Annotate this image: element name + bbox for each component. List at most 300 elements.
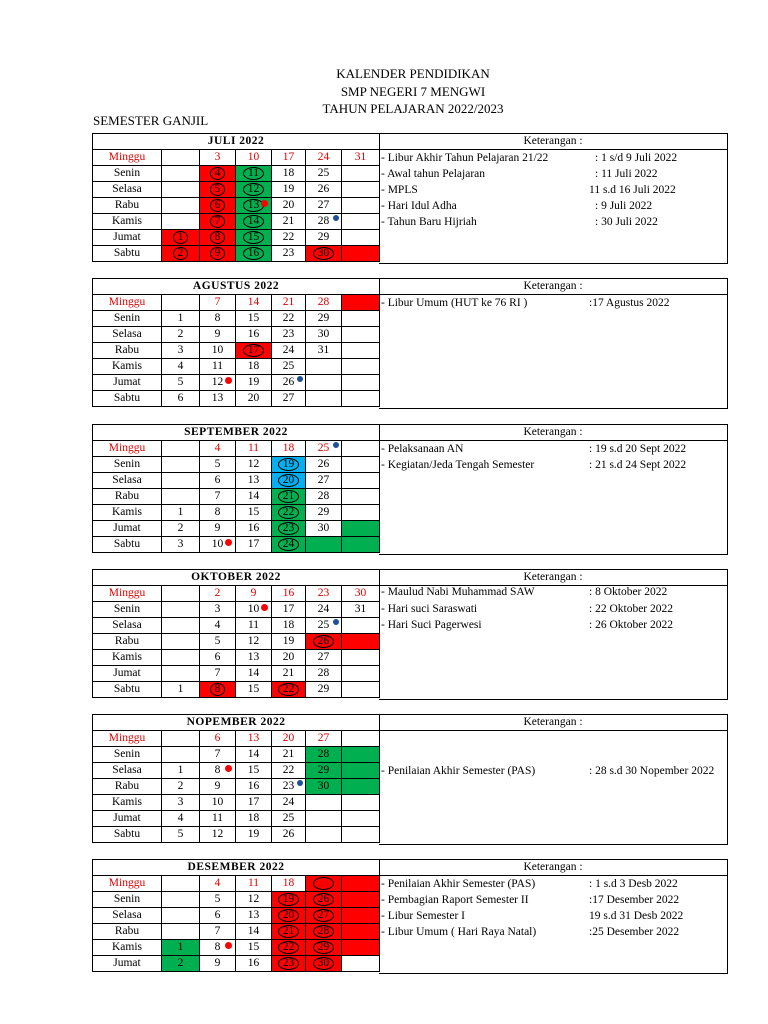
- month-title: JULI 2022: [93, 134, 380, 150]
- date-cell: [200, 618, 236, 634]
- date-cell: [162, 150, 200, 166]
- date-cell: [342, 198, 380, 214]
- date-number: 30: [317, 780, 330, 792]
- date-cell: [236, 537, 272, 553]
- note-date: 11 s.d 16 Juli 2022: [589, 184, 676, 196]
- date-cell: [200, 779, 236, 795]
- date-cell: [342, 343, 380, 359]
- date-number: 28: [317, 296, 330, 308]
- date-cell: [272, 602, 306, 618]
- date-number: 24: [282, 796, 295, 808]
- date-cell: [236, 214, 272, 230]
- date-cell: [236, 763, 272, 779]
- week-row: [93, 521, 380, 537]
- date-cell: [306, 182, 342, 198]
- day-name-rabu: Rabu: [93, 634, 162, 650]
- date-cell: [306, 779, 342, 795]
- date-cell: [162, 473, 200, 489]
- date-cell: [236, 505, 272, 521]
- date-number: 2: [177, 328, 184, 340]
- date-number: 29: [317, 506, 330, 518]
- date-number: 27: [313, 909, 335, 922]
- date-number: 27: [282, 392, 295, 404]
- date-cell: [236, 327, 272, 343]
- date-cell: [162, 537, 200, 553]
- date-number: 8: [214, 764, 221, 776]
- date-cell: [342, 230, 380, 246]
- date-cell: [306, 246, 342, 262]
- note-date: : 1 s.d 3 Desb 2022: [589, 878, 678, 890]
- day-name-kamis: Kamis: [93, 359, 162, 375]
- note-text: - Penilaian Akhir Semester (PAS): [381, 878, 536, 890]
- date-number: 16: [247, 957, 260, 969]
- week-row: [93, 811, 380, 827]
- date-cell: [342, 940, 380, 956]
- date-cell: [272, 537, 306, 553]
- date-number: 20: [282, 199, 295, 211]
- date-cell: [342, 537, 380, 553]
- week-row: [93, 537, 380, 553]
- date-cell: [272, 876, 306, 892]
- day-name-selasa: Selasa: [93, 473, 162, 489]
- date-cell: [200, 182, 236, 198]
- note-text: - Kegiatan/Jeda Tengah Semester: [381, 459, 535, 471]
- date-cell: [236, 343, 272, 359]
- date-cell: [162, 908, 200, 924]
- date-number: 19: [247, 828, 260, 840]
- notes-header: Keterangan :: [379, 425, 727, 441]
- date-cell: [162, 214, 200, 230]
- date-cell: [236, 457, 272, 473]
- month-title: NOPEMBER 2022: [93, 715, 380, 731]
- date-number: 15: [247, 506, 260, 518]
- date-cell: [272, 747, 306, 763]
- date-cell: [236, 586, 272, 602]
- date-cell: [342, 779, 380, 795]
- date-cell: [306, 795, 342, 811]
- date-cell: [236, 908, 272, 924]
- week-row: [93, 311, 380, 327]
- date-number: 24: [282, 344, 295, 356]
- date-number: 26: [313, 635, 335, 648]
- date-number: 14: [247, 490, 260, 502]
- date-cell: [306, 827, 342, 843]
- date-number: 13: [247, 474, 260, 486]
- date-cell: [200, 586, 236, 602]
- date-number: 10: [211, 344, 224, 356]
- date-cell: [200, 650, 236, 666]
- notes-panel: [379, 278, 728, 409]
- day-name-rabu: Rabu: [93, 779, 162, 795]
- date-cell: [162, 876, 200, 892]
- date-cell: [342, 311, 380, 327]
- week-row: [93, 682, 380, 698]
- date-cell: [342, 586, 380, 602]
- month-calendar-table: [92, 133, 380, 262]
- day-name-senin: Senin: [93, 892, 162, 908]
- date-number: 16: [247, 522, 260, 534]
- date-number: 25: [313, 877, 335, 890]
- date-cell: [200, 747, 236, 763]
- note-text: - Penilaian Akhir Semester (PAS): [381, 765, 536, 777]
- date-cell: [162, 182, 200, 198]
- day-name-senin: Senin: [93, 747, 162, 763]
- date-cell: [342, 682, 380, 698]
- date-cell: [342, 246, 380, 262]
- day-name-minggu: Minggu: [93, 295, 162, 311]
- week-row: [93, 457, 380, 473]
- date-cell: [236, 811, 272, 827]
- date-cell: [306, 359, 342, 375]
- date-cell: [306, 375, 342, 391]
- date-cell: [306, 940, 342, 956]
- date-cell: [342, 618, 380, 634]
- date-cell: [306, 682, 342, 698]
- date-cell: [306, 150, 342, 166]
- week-row: [93, 650, 380, 666]
- date-cell: [272, 795, 306, 811]
- week-row: [93, 295, 380, 311]
- date-number: 5: [214, 635, 221, 647]
- date-cell: [306, 602, 342, 618]
- date-number: 13: [247, 732, 260, 744]
- date-number: 11: [211, 360, 224, 372]
- date-cell: [200, 537, 236, 553]
- date-cell: [236, 779, 272, 795]
- date-cell: [342, 731, 380, 747]
- date-cell: [272, 327, 306, 343]
- date-number: 20: [282, 732, 295, 744]
- date-number: 8: [210, 231, 226, 244]
- date-cell: [200, 505, 236, 521]
- date-number: 12: [243, 183, 265, 196]
- week-row: [93, 150, 380, 166]
- note-text: - Awal tahun Pelajaran: [381, 168, 486, 180]
- date-cell: [236, 295, 272, 311]
- date-cell: [306, 521, 342, 537]
- note-text: - Libur Umum ( Hari Raya Natal): [381, 926, 537, 938]
- semester-label: SEMESTER GANJIL: [93, 113, 209, 128]
- date-cell: [200, 940, 236, 956]
- doc-title-line2: SMP NEGERI 7 MENGWI: [340, 84, 486, 99]
- date-cell: [272, 311, 306, 327]
- date-cell: [200, 230, 236, 246]
- date-number: 7: [214, 490, 221, 502]
- date-number: 23: [278, 522, 300, 535]
- date-number: 6: [214, 732, 221, 744]
- date-number: 16: [243, 247, 265, 260]
- date-cell: [272, 940, 306, 956]
- date-cell: [200, 343, 236, 359]
- month-title: OKTOBER 2022: [93, 570, 380, 586]
- date-number: 21: [282, 296, 295, 308]
- date-number: 19: [282, 635, 295, 647]
- note-date: :17 Agustus 2022: [589, 297, 670, 309]
- date-number: 7: [214, 748, 221, 760]
- day-name-selasa: Selasa: [93, 327, 162, 343]
- date-cell: [342, 763, 380, 779]
- date-cell: [306, 473, 342, 489]
- date-number: 30: [313, 957, 335, 970]
- date-cell: [342, 391, 380, 407]
- date-cell: [306, 343, 342, 359]
- date-cell: [162, 343, 200, 359]
- notes-panel: [379, 859, 728, 974]
- date-number: 19: [247, 376, 260, 388]
- date-cell: [162, 634, 200, 650]
- day-name-minggu: Minggu: [93, 876, 162, 892]
- date-number: 4: [214, 442, 221, 454]
- date-number: 7: [214, 667, 221, 679]
- note-text: - Libur Akhir Tahun Pelajaran 21/22: [381, 152, 549, 164]
- date-cell: [200, 827, 236, 843]
- week-row: [93, 198, 380, 214]
- date-cell: [200, 602, 236, 618]
- month-calendar-table: [92, 569, 380, 698]
- day-name-senin: Senin: [93, 311, 162, 327]
- date-number: 9: [250, 587, 257, 599]
- month-calendar-table: [92, 278, 380, 407]
- date-cell: [272, 457, 306, 473]
- note-date: : 30 Juli 2022: [595, 216, 658, 228]
- note-date: :17 Desember 2022: [589, 894, 680, 906]
- date-number: 5: [210, 183, 226, 196]
- date-cell: [162, 391, 200, 407]
- date-cell: [342, 892, 380, 908]
- date-number: 25: [282, 360, 295, 372]
- date-cell: [236, 940, 272, 956]
- date-cell: [236, 650, 272, 666]
- week-row: [93, 182, 380, 198]
- note-text: - Hari Idul Adha: [381, 200, 457, 212]
- date-number: 1: [177, 312, 184, 324]
- date-cell: [272, 618, 306, 634]
- date-cell: [306, 634, 342, 650]
- date-cell: [162, 327, 200, 343]
- date-cell: [236, 634, 272, 650]
- week-row: [93, 795, 380, 811]
- date-cell: [162, 198, 200, 214]
- month-calendar-table: [92, 859, 380, 972]
- date-cell: [200, 521, 236, 537]
- date-cell: [200, 295, 236, 311]
- date-number: 10: [247, 603, 260, 615]
- date-cell: [162, 747, 200, 763]
- date-cell: [200, 489, 236, 505]
- week-row: [93, 441, 380, 457]
- date-cell: [342, 634, 380, 650]
- week-row: [93, 876, 380, 892]
- week-row: [93, 602, 380, 618]
- note-date: 19 s.d 31 Desb 2022: [589, 910, 684, 922]
- day-name-kamis: Kamis: [93, 940, 162, 956]
- date-number: 1: [173, 231, 189, 244]
- date-number: 6: [214, 909, 221, 921]
- date-cell: [306, 650, 342, 666]
- date-number: 13: [243, 199, 265, 212]
- day-name-jumat: Jumat: [93, 956, 162, 972]
- doc-title-line3: TAHUN PELAJARAN 2022/2023: [322, 101, 504, 116]
- date-number: 18: [282, 877, 295, 889]
- date-cell: [306, 618, 342, 634]
- date-cell: [200, 359, 236, 375]
- date-cell: [342, 747, 380, 763]
- date-number: 2: [177, 780, 184, 792]
- date-number: 22: [278, 506, 300, 519]
- date-number: 11: [247, 877, 260, 889]
- week-row: [93, 763, 380, 779]
- note-text: - MPLS: [381, 184, 418, 196]
- date-cell: [272, 827, 306, 843]
- date-cell: [236, 956, 272, 972]
- date-cell: [200, 634, 236, 650]
- date-number: 20: [247, 392, 260, 404]
- day-name-jumat: Jumat: [93, 521, 162, 537]
- date-cell: [200, 731, 236, 747]
- date-cell: [162, 892, 200, 908]
- date-cell: [342, 876, 380, 892]
- date-number: 22: [282, 312, 295, 324]
- day-name-sabtu: Sabtu: [93, 537, 162, 553]
- day-name-rabu: Rabu: [93, 489, 162, 505]
- date-number: 6: [214, 474, 221, 486]
- date-number: 20: [278, 909, 300, 922]
- date-cell: [272, 182, 306, 198]
- date-cell: [272, 586, 306, 602]
- month-title: AGUSTUS 2022: [93, 279, 380, 295]
- date-number: 21: [282, 748, 295, 760]
- day-name-senin: Senin: [93, 166, 162, 182]
- day-name-sabtu: Sabtu: [93, 682, 162, 698]
- date-cell: [272, 214, 306, 230]
- date-cell: [236, 489, 272, 505]
- week-row: [93, 359, 380, 375]
- date-cell: [272, 811, 306, 827]
- date-number: 10: [247, 151, 260, 163]
- date-cell: [236, 924, 272, 940]
- date-cell: [342, 924, 380, 940]
- date-cell: [306, 198, 342, 214]
- date-cell: [342, 521, 380, 537]
- week-row: [93, 166, 380, 182]
- date-cell: [236, 230, 272, 246]
- week-row: [93, 634, 380, 650]
- date-cell: [272, 489, 306, 505]
- note-date: : 8 Oktober 2022: [589, 586, 668, 598]
- date-cell: [342, 473, 380, 489]
- note-date: : 28 s.d 30 Nopember 2022: [589, 765, 715, 777]
- date-number: 8: [214, 506, 221, 518]
- week-row: [93, 731, 380, 747]
- notes-header: Keterangan :: [379, 715, 727, 731]
- date-cell: [200, 682, 236, 698]
- date-number: 22: [278, 683, 300, 696]
- note-text: - Hari Suci Pagerwesi: [381, 619, 482, 631]
- week-row: [93, 827, 380, 843]
- date-cell: [306, 586, 342, 602]
- date-cell: [200, 457, 236, 473]
- date-cell: [162, 359, 200, 375]
- date-cell: [306, 327, 342, 343]
- week-row: [93, 214, 380, 230]
- date-number: 31: [354, 603, 367, 615]
- date-cell: [200, 924, 236, 940]
- date-number: 8: [210, 683, 226, 696]
- date-number: 13: [247, 651, 260, 663]
- date-cell: [200, 391, 236, 407]
- date-cell: [200, 375, 236, 391]
- note-text: - Maulud Nabi Muhammad SAW: [381, 586, 535, 598]
- day-name-rabu: Rabu: [93, 343, 162, 359]
- day-name-selasa: Selasa: [93, 908, 162, 924]
- date-cell: [236, 359, 272, 375]
- date-number: 9: [210, 247, 226, 260]
- date-cell: [342, 795, 380, 811]
- date-number: 11: [247, 442, 260, 454]
- date-cell: [272, 505, 306, 521]
- date-number: 17: [243, 344, 265, 357]
- week-row: [93, 956, 380, 972]
- day-name-kamis: Kamis: [93, 505, 162, 521]
- week-row: [93, 940, 380, 956]
- week-row: [93, 473, 380, 489]
- date-cell: [342, 166, 380, 182]
- date-cell: [162, 940, 200, 956]
- date-number: 22: [282, 231, 295, 243]
- date-cell: [200, 150, 236, 166]
- date-cell: [342, 214, 380, 230]
- date-number: 15: [247, 683, 260, 695]
- date-cell: [306, 295, 342, 311]
- week-row: [93, 327, 380, 343]
- date-cell: [236, 876, 272, 892]
- date-number: 21: [278, 490, 300, 503]
- date-cell: [162, 489, 200, 505]
- date-cell: [162, 441, 200, 457]
- note-date: : 26 Oktober 2022: [589, 619, 674, 631]
- date-cell: [236, 892, 272, 908]
- date-number: 21: [278, 925, 300, 938]
- note-date: : 22 Oktober 2022: [589, 603, 674, 615]
- date-cell: [236, 375, 272, 391]
- date-number: 26: [282, 828, 295, 840]
- date-cell: [342, 489, 380, 505]
- date-cell: [306, 489, 342, 505]
- date-number: 8: [214, 312, 221, 324]
- date-cell: [236, 246, 272, 262]
- day-name-minggu: Minggu: [93, 441, 162, 457]
- date-number: 12: [247, 893, 260, 905]
- date-number: 17: [247, 538, 260, 550]
- date-cell: [162, 311, 200, 327]
- week-row: [93, 489, 380, 505]
- day-name-selasa: Selasa: [93, 763, 162, 779]
- date-number: 9: [214, 780, 221, 792]
- date-number: 30: [317, 328, 330, 340]
- date-number: 14: [247, 748, 260, 760]
- date-number: 29: [317, 683, 330, 695]
- date-cell: [162, 666, 200, 682]
- note-date: : 11 Juli 2022: [595, 168, 658, 180]
- date-number: 27: [317, 199, 330, 211]
- date-number: 15: [247, 764, 260, 776]
- doc-title-line1: KALENDER PENDIDIKAN: [336, 66, 490, 81]
- date-cell: [162, 956, 200, 972]
- date-cell: [306, 537, 342, 553]
- day-name-minggu: Minggu: [93, 586, 162, 602]
- date-cell: [200, 327, 236, 343]
- date-number: 19: [278, 893, 300, 906]
